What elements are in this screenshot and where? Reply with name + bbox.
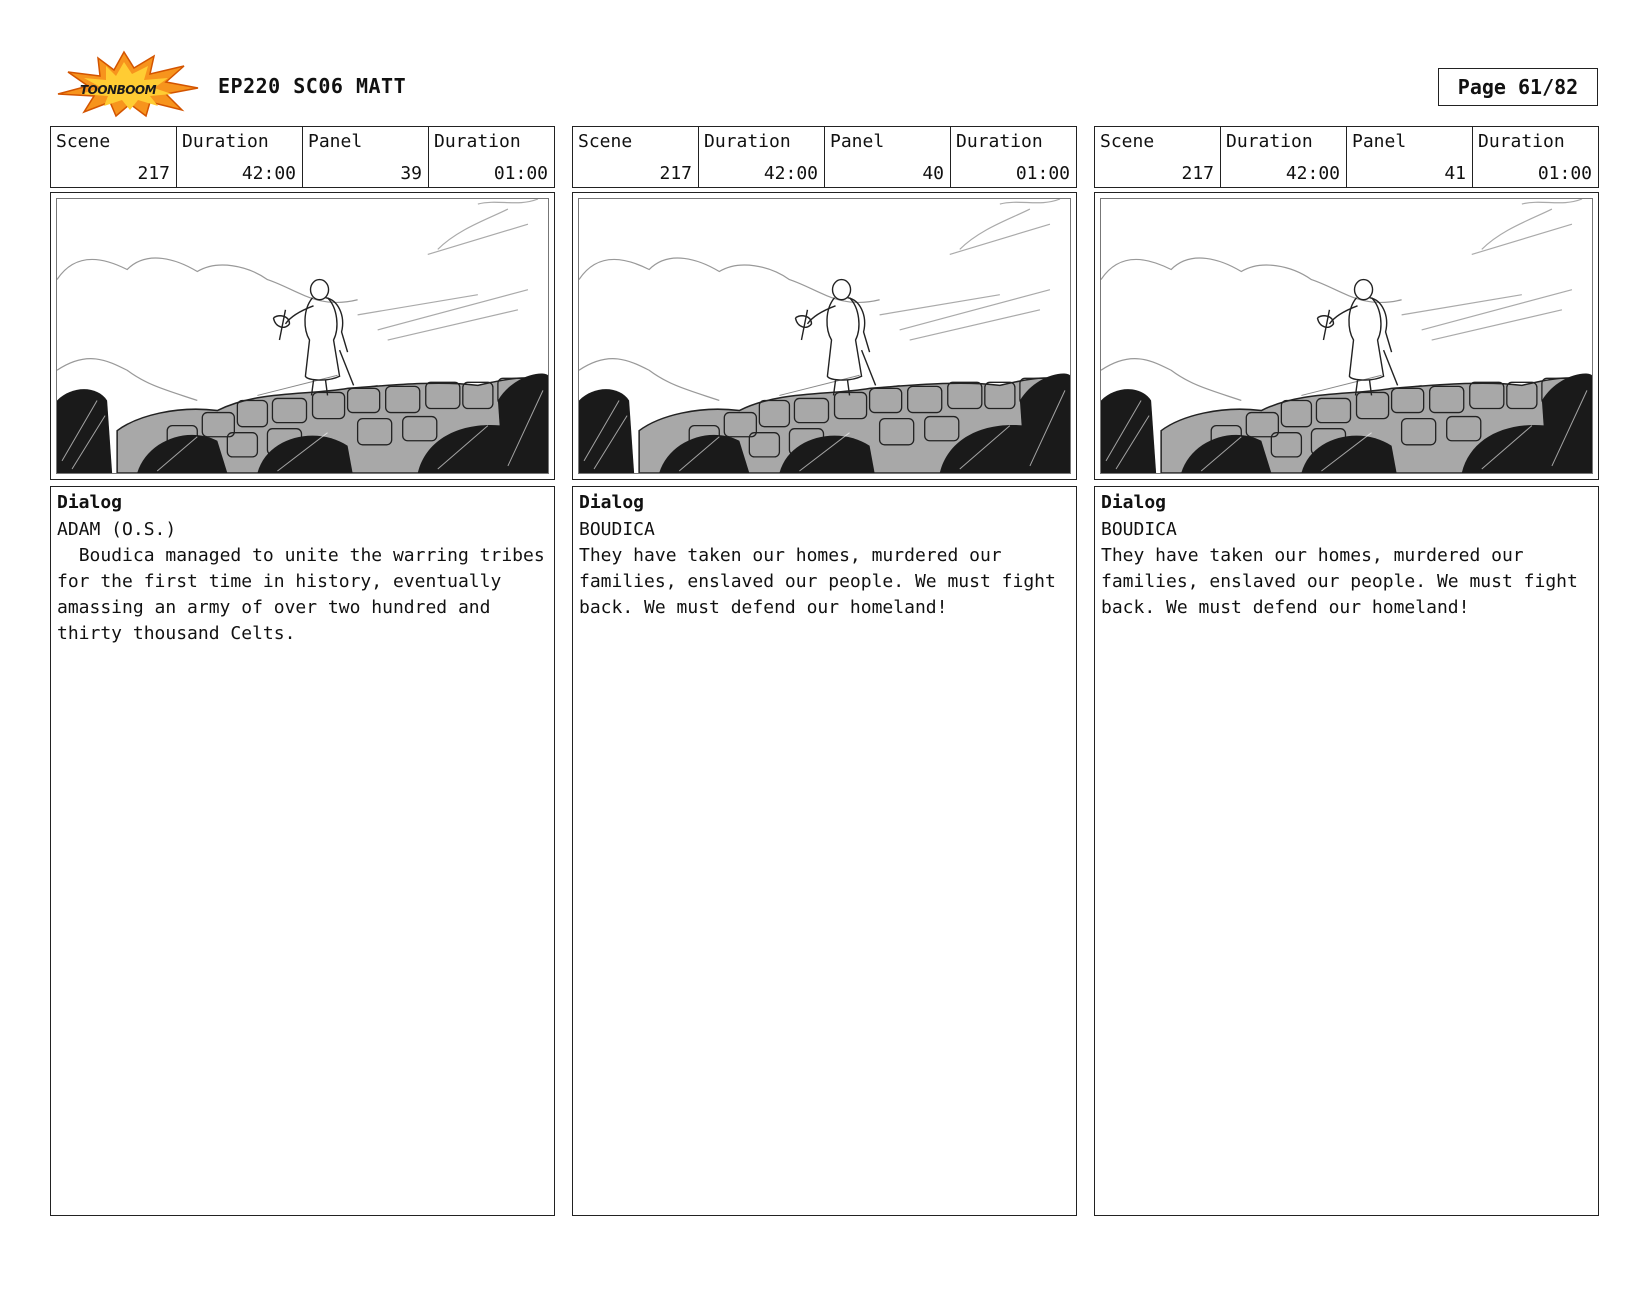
storyboard-panel: [1094, 126, 1599, 1216]
scene-cell: [1095, 127, 1221, 187]
panel-frame: [50, 192, 555, 480]
scene-label: Scene: [1100, 131, 1155, 152]
scene-duration-value: 42:00: [1285, 163, 1340, 184]
scene-value: 217: [659, 163, 692, 184]
dialog-heading: Dialog: [579, 492, 645, 513]
panel-duration-value: 01:00: [1537, 163, 1592, 184]
duration-label: Duration: [956, 131, 1043, 152]
page-header: [0, 0, 1648, 120]
panel-label: Panel: [1352, 131, 1407, 152]
panel-info-row: [50, 126, 555, 188]
duration-label: Duration: [434, 131, 521, 152]
storyboard-sketch: [57, 199, 548, 473]
storyboard-sketch: [1101, 199, 1592, 473]
panel-duration-value: 01:00: [1015, 163, 1070, 184]
dialog-line: They have taken our homes, murdered our families, enslaved our people. We must fight back. We must defend our homeland!: [579, 545, 1067, 618]
panel-duration-value: 01:00: [493, 163, 548, 184]
duration-label: Duration: [182, 131, 269, 152]
scene-label: Scene: [578, 131, 633, 152]
document-title: EP220 SC06 MATT: [218, 74, 407, 98]
duration-label: Duration: [1226, 131, 1313, 152]
dialog-speaker: BOUDICA: [1101, 519, 1177, 540]
panel-frame: [572, 192, 1077, 480]
scene-duration-value: 42:00: [763, 163, 818, 184]
panel-value: 40: [922, 163, 944, 184]
panel-drawing: [56, 198, 549, 474]
panel-cell: [1347, 127, 1473, 187]
scene-label: Scene: [56, 131, 111, 152]
scene-cell: [573, 127, 699, 187]
dialog-heading: Dialog: [1101, 492, 1167, 513]
dialog-box: [50, 486, 555, 1216]
panel-info-row: [1094, 126, 1599, 188]
storyboard-panel: [50, 126, 555, 1216]
scene-value: 217: [137, 163, 170, 184]
panel-cell: [825, 127, 951, 187]
panel-duration-cell: [429, 127, 554, 187]
panel-value: 41: [1444, 163, 1466, 184]
dialog-line: They have taken our homes, murdered our families, enslaved our people. We must fight back. We must defend our homeland!: [1101, 545, 1589, 618]
duration-label: Duration: [1478, 131, 1565, 152]
panel-drawing: [578, 198, 1071, 474]
panel-value: 39: [400, 163, 422, 184]
panel-label: Panel: [308, 131, 363, 152]
toonboom-logo: [54, 50, 200, 118]
dialog-box: [1094, 486, 1599, 1216]
logo-text: TOONBOOM: [79, 83, 157, 97]
panel-cell: [303, 127, 429, 187]
storyboard-sketch: [579, 199, 1070, 473]
page-indicator: [1438, 68, 1598, 106]
duration-label: Duration: [704, 131, 791, 152]
panel-info-row: [572, 126, 1077, 188]
scene-duration-cell: [177, 127, 303, 187]
panel-frame: [1094, 192, 1599, 480]
panel-drawing: [1100, 198, 1593, 474]
scene-duration-cell: [1221, 127, 1347, 187]
scene-duration-value: 42:00: [241, 163, 296, 184]
dialog-box: [572, 486, 1077, 1216]
scene-cell: [51, 127, 177, 187]
scene-duration-cell: [699, 127, 825, 187]
dialog-heading: Dialog: [57, 492, 123, 513]
dialog-speaker: BOUDICA: [579, 519, 655, 540]
storyboard-panel: [572, 126, 1077, 1216]
panel-label: Panel: [830, 131, 885, 152]
scene-value: 217: [1181, 163, 1214, 184]
page-number: Page 61/82: [1457, 75, 1579, 99]
dialog-speaker: ADAM (O.S.): [57, 519, 177, 540]
panel-duration-cell: [951, 127, 1076, 187]
dialog-line: Boudica managed to unite the warring tribes for the first time in history, eventually amassing an army of over two hundred and thirty thousand Celts.: [57, 545, 556, 644]
panel-duration-cell: [1473, 127, 1598, 187]
